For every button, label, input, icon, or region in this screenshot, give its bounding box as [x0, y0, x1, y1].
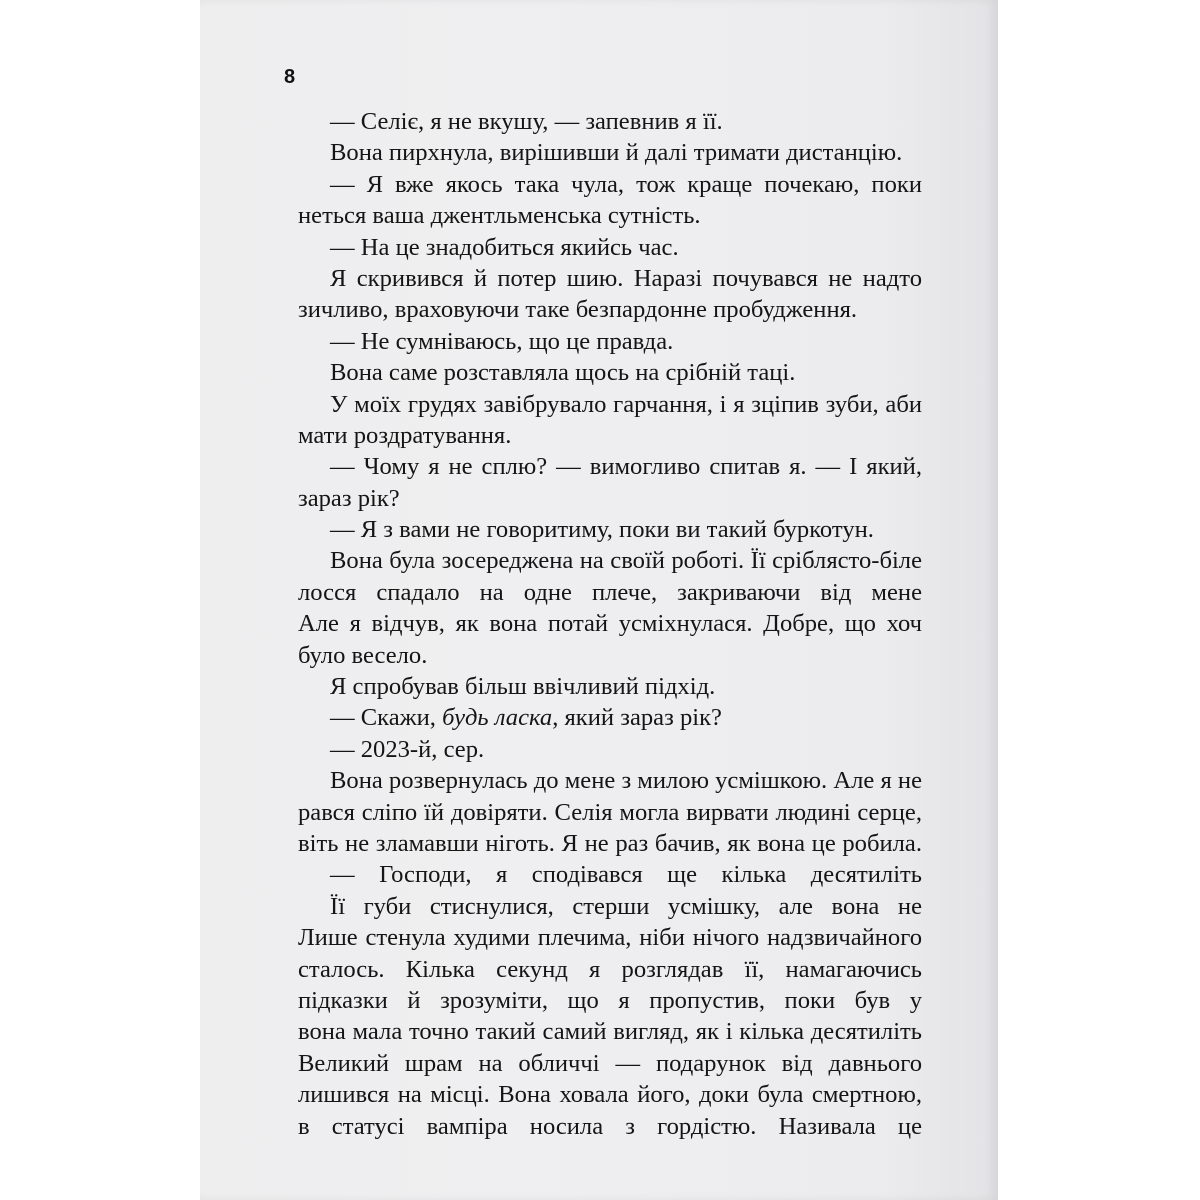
text-line [298, 922, 922, 953]
text-line [298, 169, 922, 200]
text-line [298, 765, 922, 796]
text-segment: Вона була зосереджена на своїй роботі. Її сріблясто-біле [330, 547, 922, 575]
text-segment: Я скривився й потер шию. Наразі почувався не надто [330, 264, 922, 292]
text-segment: Але я відчув, як вона потай усміхнулася. Добре, що хоч [298, 610, 922, 638]
text-segment: Лише стенула худими плечима, ніби нічого надзвичайного [298, 924, 922, 952]
text-line [298, 891, 922, 922]
text-segment: У моїх грудях завібрувало гарчання, і я зціпив зуби, аби [330, 390, 922, 418]
text-line [298, 734, 922, 765]
text-line [298, 389, 922, 420]
text-line [298, 357, 922, 388]
text-line [298, 294, 922, 325]
text-line [298, 954, 922, 985]
text-line [298, 483, 922, 514]
text-segment: неться ваша джентльменська сутність. [298, 202, 701, 230]
text-segment: рався сліпо їй довіряти. Селія могла вирвати людині серце, [298, 798, 922, 826]
text-line [298, 326, 922, 357]
text-line [298, 608, 922, 639]
text-segment: зичливо, враховуючи таке безпардонне пробудження. [298, 296, 858, 324]
text-line [298, 200, 922, 231]
text-line [298, 1079, 922, 1110]
text-segment: лишився на місці. Вона ховала його, доки була смертною, [298, 1081, 922, 1109]
text-line [298, 577, 922, 608]
text-line [298, 1048, 922, 1079]
text-segment: — 2023-й, сер. [330, 735, 485, 763]
text-segment: зараз рік? [298, 484, 400, 512]
text-segment: Вона пирхнула, вирішивши й далі тримати дистанцію. [330, 139, 903, 167]
text-segment: Я спробував більш ввічливий підхід. [330, 673, 716, 701]
body-text [298, 106, 922, 1142]
text-line [298, 545, 922, 576]
text-segment: підказки й зрозуміти, що я пропустив, поки був у [298, 986, 922, 1014]
text-line [298, 263, 922, 294]
text-line [298, 1016, 922, 1047]
text-segment: було весело. [298, 641, 428, 669]
text-line [298, 671, 922, 702]
text-line [298, 451, 922, 482]
text-segment: — Я з вами не говоритиму, поки ви такий буркотун. [330, 516, 874, 544]
text-line [298, 702, 922, 733]
text-segment: — Я вже якось така чула, тож краще почекаю, поки [330, 170, 922, 198]
text-segment: — Селіє, я не вкушу, — запевнив я її. [330, 108, 723, 135]
text-line [298, 640, 922, 671]
text-segment: — На це знадобиться якийсь час. [330, 233, 679, 261]
text-segment: — Чому я не сплю? — вимогливо спитав я. — І який, [330, 453, 922, 481]
text-segment: — Не сумніваюсь, що це правда. [330, 327, 674, 355]
text-segment: Її губи стиснулися, стерши усмішку, але вона не [330, 892, 922, 920]
text-line [298, 828, 922, 859]
text-segment: Вона розвернулась до мене з милою усмішкою. Але я не [330, 767, 922, 795]
text-segment: в статусі вампіра носила з гордістю. Називала це [298, 1112, 922, 1140]
page-number: 8 [284, 66, 296, 88]
text-segment: вона мала точно такий самий вигляд, як і кілька десятиліть [298, 1018, 922, 1046]
text-line [298, 1111, 922, 1142]
text-line [298, 106, 922, 137]
text-line [298, 137, 922, 168]
book-page [200, 0, 998, 1200]
text-segment: Великий шрам на обличчі — подарунок від давнього [298, 1049, 922, 1077]
text-segment: лосся спадало на одне плече, закриваючи від мене [298, 578, 922, 606]
text-line [298, 232, 922, 263]
text-segment: Вона саме розставляла щось на срібній таці. [330, 359, 796, 387]
text-segment: — Скажи, [330, 704, 443, 732]
text-line [298, 859, 922, 890]
text-line [298, 420, 922, 451]
text-segment: віть не зламавши ніготь. Я не раз бачив, як вона це робила. [298, 829, 922, 857]
text-line [298, 514, 922, 545]
text-line [298, 985, 922, 1016]
text-segment: сталось. Кілька секунд я розглядав її, намагаючись [298, 955, 922, 983]
text-segment: мати роздратування. [298, 421, 512, 449]
text-line [298, 797, 922, 828]
italic-text: будь ласка [442, 704, 553, 732]
text-segment: , який зараз рік? [552, 704, 722, 732]
text-segment: — Господи, я сподівався ще кілька десятиліть [330, 861, 922, 889]
